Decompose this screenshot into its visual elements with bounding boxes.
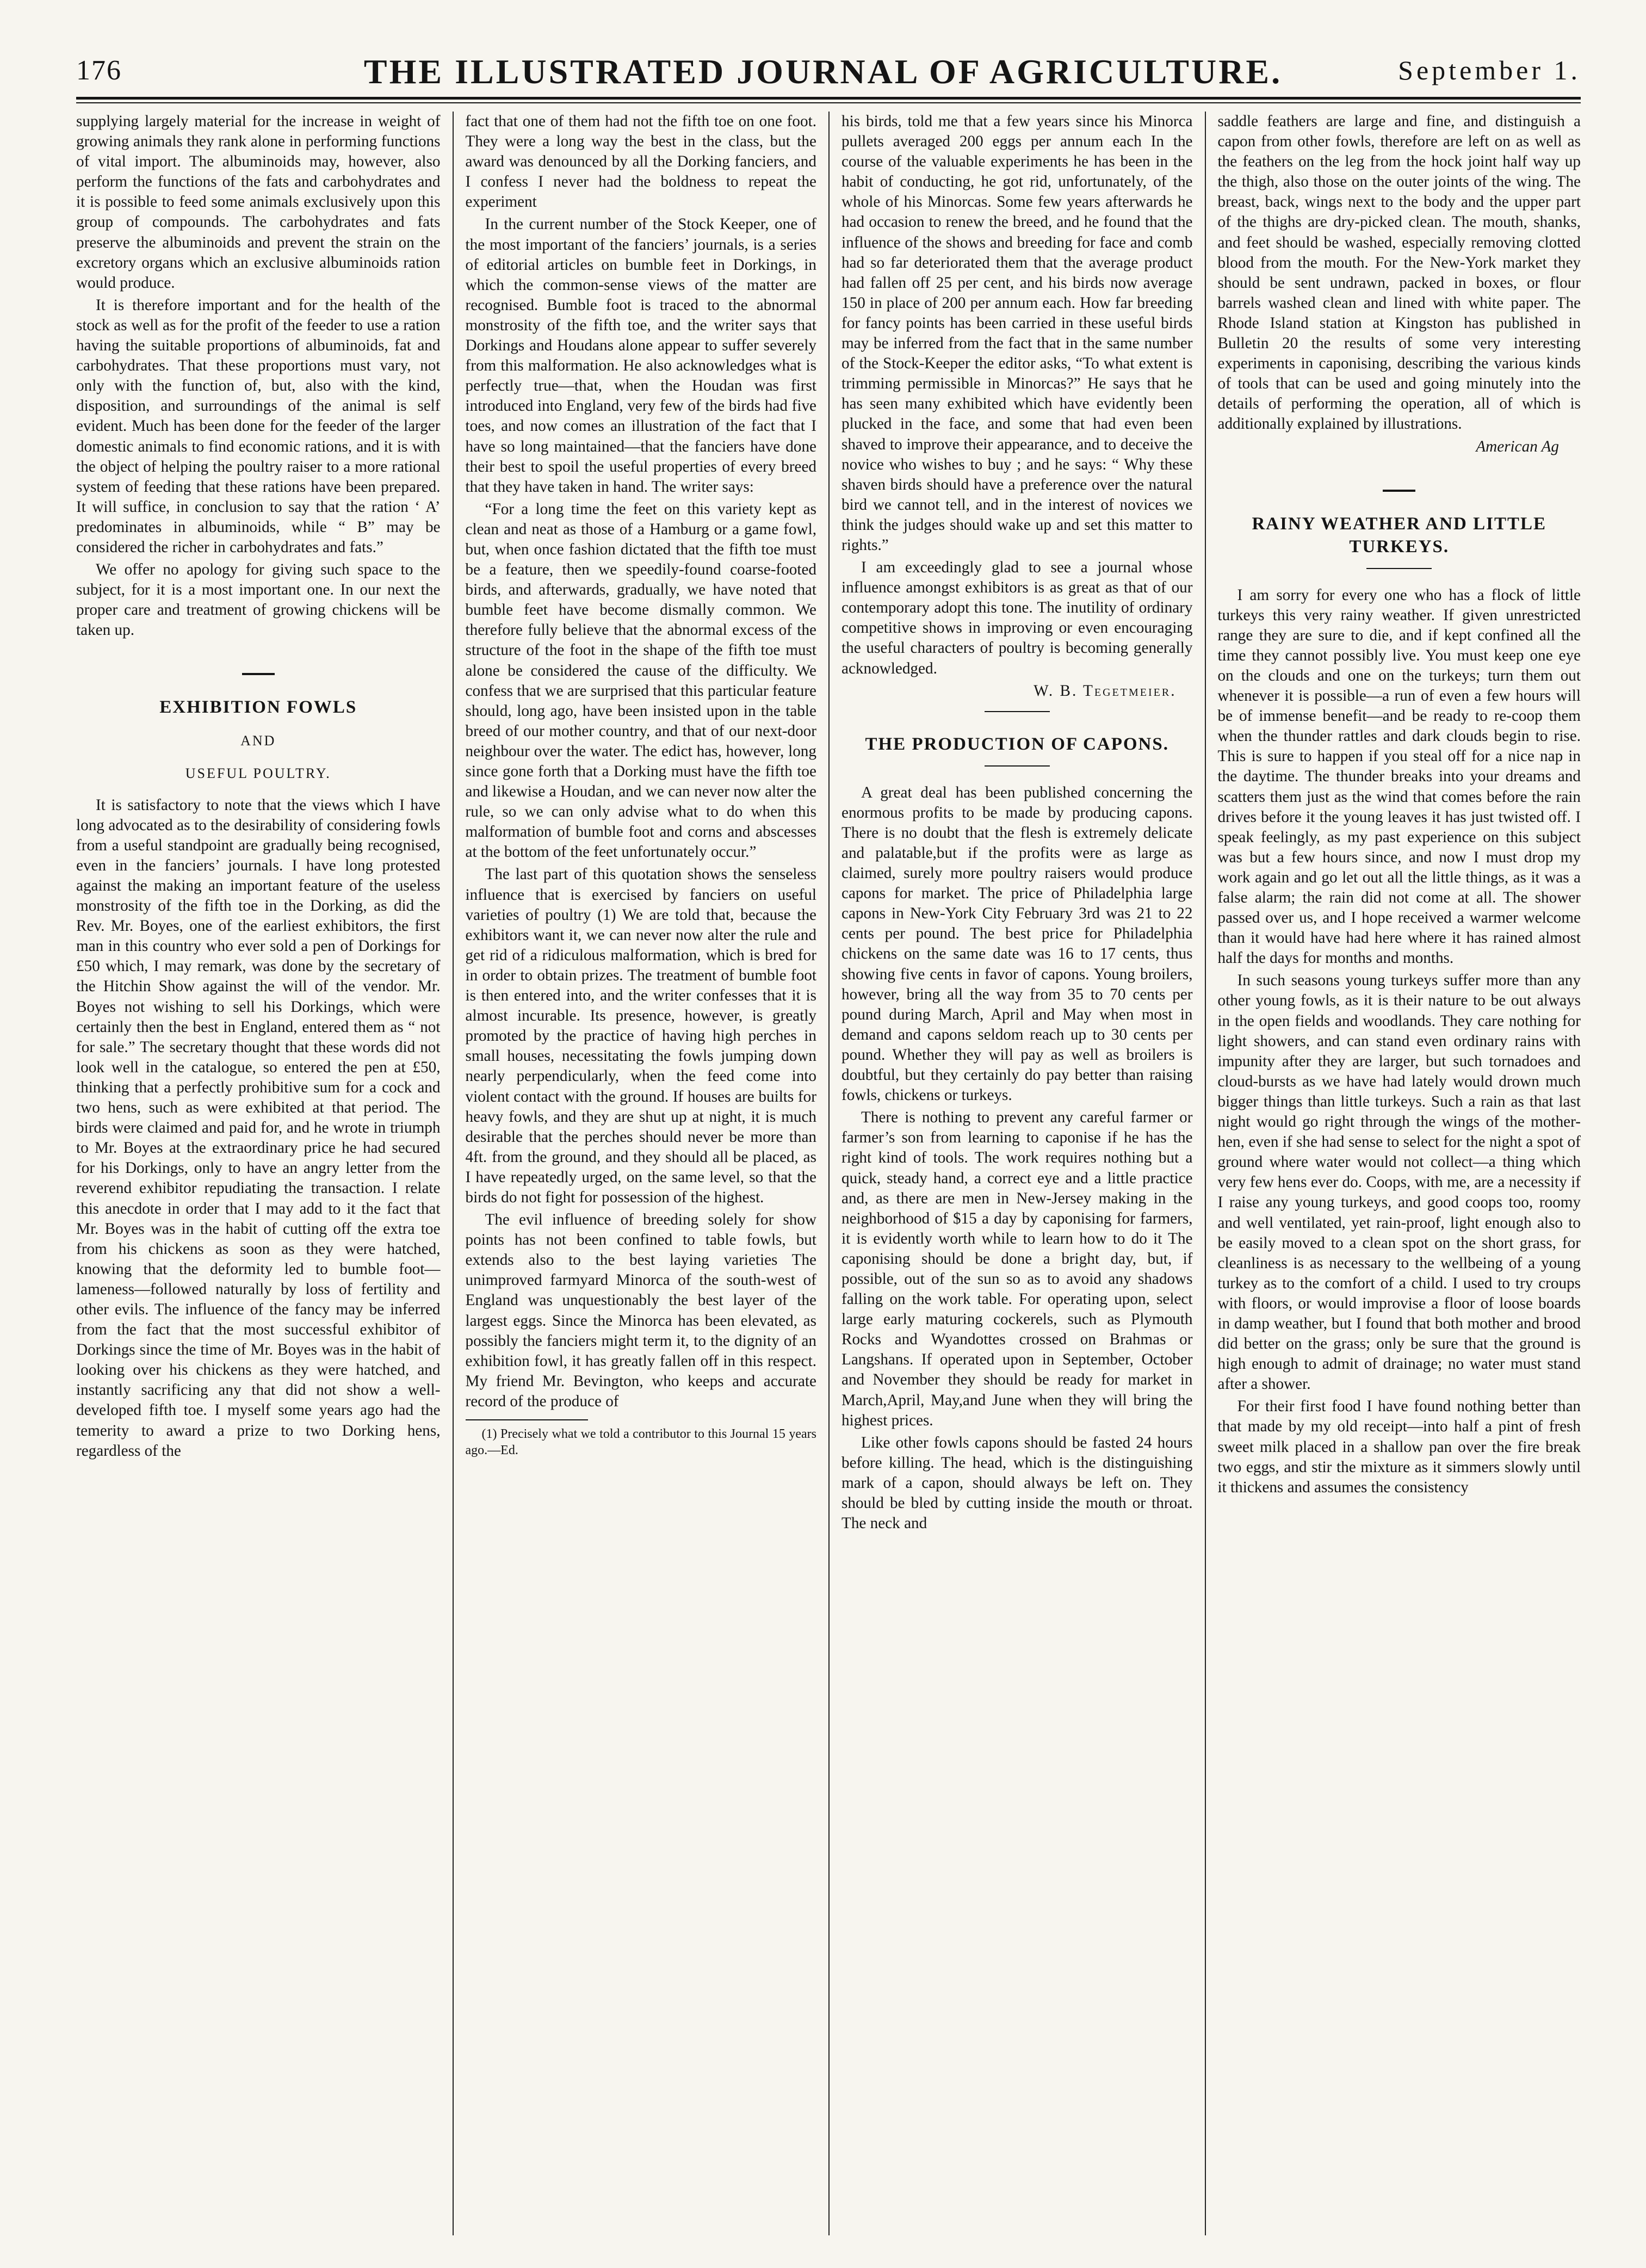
paragraph: It is satisfactory to note that the views which I have long advocated as to the desirability of considering fowls from a useful standpoint are gradually being recognised, even in the fanciers’ journals. I have long protested against the making an important feature of the useless monstrosity of the fifth toe in the Dorking, as did the Rev. Mr. Boyes, one of the earliest exhibitors, the first man in this country who ever sold a pen of Dorkings for £50 which, I may remark, was done by the secretary of the Hitchin Show against the will of the vendor. Mr. Boyes not wishing to sell his Dorkings, which were certainly then the best in England, entered them as “ not for sale.” The secretary thought that these words did not look well in the catalogue, so entered the pen at £50, thinking that a perfectly prohibitive sum for a cock and two hens, such as were exhibited at that period. The birds were claimed and paid for, and he wrote in triumph to Mr. Boyes at the extraordinary price he had secured for his Dorkings, only to have an angry letter from the reverend exhibitor repudiating the transaction. I relate this anecdote in order that I may add to it the fact that Mr. Boyes was in the habit of cutting off the extra toe from his chickens as soon as they were hatched, knowing that the deformity led to bumble foot—lameness—followed naturally by loss of fertility and other evils. The influence of the fancy may be inferred from the fact that the most successful exhibitor of Dorkings since the time of Mr. Boyes was in the habit of looking over his chickens as they were hatched, and instantly sacrificing any that did not show a well-developed fifth toe. I myself some years ago had the temerity to award a prize to two Dorking hens, regardless of the — [76, 796, 441, 1460]
paragraph: The evil influence of breeding solely for show points has not been confined to table fowls, but extends also to the best laying varieties The unimproved farmyard Minorca of the south-west of England was unquestionably the best layer of the largest eggs. Since the Minorca has been elevated, as possibly the fanciers might term it, to the dignity of an exhibition fowl, it has greatly fallen off in this respect. My friend Mr. Bevington, who keeps and accurate record of the produce of — [465, 1211, 816, 1410]
footnote: (1) Precisely what we told a contributor to this Journal 15 years ago.—Ed. — [465, 1427, 816, 1457]
paragraph: Like other fowls capons should be fasted 24 hours before killing. The head, which is the distinguishing mark of a capon, should always be left on. They should be bled by cutting inside the mouth or throat. The neck and — [841, 1433, 1193, 1532]
paragraph: It is therefore important and for the health of the stock as well as for the profit of the feeder to use a ration having the suitable proportions of albuminoids, fat and carbohydrates. That these proportions must vary, not only with the function of, but, also with the kind, disposition, and surroundings of the animal is self evident. Much has been done for the feeder of the larger domestic animals to find economic rations, and it is with the object of helping the poultry raiser to a more rational system of feeding that these rations have been prepared. It will suffice, in conclusion to say that the ration ‘ A’ predominates in albuminoids, while “ B” may be considered the richer in carbohydrates and fats.” — [76, 296, 441, 556]
paragraph: In such seasons young turkeys suffer more than any other young fowls, as it is their nature to be out always in the open fields and woodlands. They care nothing for light showers, and can stand even ordinary rains with impunity after they are larger, but such tornadoes and cloud-bursts as we have had lately would drown much bigger things than little turkeys. Such a rain as that last night would go right through the wings of the mother-hen, even if she had sense to select for the night a spot of ground where water would not collect—a thing which very few hens ever do. Coops, with me, are a necessity if I raise any young turkeys, and good coops too, roomy and well ventilated, yet rain-proof, light enough also to be easily moved to a clean spot on the short grass, for cleanliness is as necessary to the wellbeing of a young turkey as to the comfort of a child. I used to try croups with floors, or would improvise a floor of loose boards in damp weather, but I found that both mother and brood did better on the grass; only be sure that the ground is high enough to admit of drainage; no water must stand after a shower. — [1217, 972, 1581, 1393]
paragraph: fact that one of them had not the fifth toe on one foot. They were a long way the best in the class, but the award was denounced by all the Dorking fanciers, and I confess I never had the boldness to repeat the experiment — [465, 113, 816, 211]
divider — [1366, 568, 1432, 569]
text-column-3 — [828, 112, 1205, 2235]
journal-title: THE ILLUSTRATED JOURNAL OF AGRICULTURE. — [363, 52, 1283, 91]
section-ornament — [1383, 490, 1415, 492]
paragraph: A great deal has been published concerning the enormous profits to be made by producing capons. There is no doubt that the flesh is extremely delicate and palatable,but if the profits were as large as claimed, surely more poultry raisers would produce capons for market. The price of Philadelphia large capons in New-York City February 3rd was 21 to 22 cents per pound. The best price for Philadelphia chickens on the same date was 16 to 17 cents, thus showing five cents in favor of capons. Young broilers, however, bring all the way from 35 to 70 cents per pound during March, April and May when most in demand and capons seldom reach up to 30 cents per pound. Whether they will pay as well as broilers is doubtful, but they certainly do pay better than raising fowls, chickens or turkeys. — [841, 783, 1193, 1104]
paragraph: saddle feathers are large and fine, and distinguish a capon from other fowls, therefore are left on as well as the feathers on the leg from the hock joint half way up the thigh, also those on the outer joints of the wing. The breast, back, wings next to the body and the upper part of the thighs are dry-picked clean. The mouth, shanks, and feet should be washed, especially removing clotted blood from the mouth. For the New-York market they should be sent undrawn, packed in boxes, or flour barrels washed clean and lined with white paper. The Rhode Island station at Kingston has published in Bulletin 20 the results of some very interesting experiments in caponising, describing the various kinds of tools that can be used and going minutely into the details of performing the operation, all of which is additionally explained by illustrations. — [1217, 113, 1581, 433]
article-columns — [76, 112, 1581, 2235]
header-rule-thin — [76, 102, 1581, 103]
source-credit: American Ag — [1476, 437, 1559, 455]
paragraph: We offer no apology for giving such space to the subject, for it is a most important one. In our next the proper care and treatment of growing chickens will be taken up. — [76, 561, 441, 639]
article-subheading: USEFUL POULTRY. — [185, 765, 331, 781]
paragraph: I am exceedingly glad to see a journal whose influence amongst exhibitors is as great as that of our contemporary adopt this tone. The inutility of ordinary competitive shows in improving or even encouraging the useful characters of poultry is becoming generally acknowledged. — [841, 559, 1193, 677]
paragraph: supplying largely material for the increase in weight of growing animals they rank alone in performing functions of vital import. The albuminoids may, however, also perform the functions of the fats and carbohydrates and it is possible to feed some animals exclusively upon this group of compounds. The carbohydrates and fats preserve the albuminoids and prevent the strain on the excretory organs which an exclusive albuminoids ration would produce. — [76, 113, 441, 292]
author-signature: W. B. Tegetmeier. — [1034, 682, 1177, 700]
article-heading: RAINY WEATHER AND LITTLE TURKEYS. — [1252, 514, 1547, 557]
paragraph: There is nothing to prevent any careful farmer or farmer’s son from learning to caponise if he has the right kind of tools. The work requires nothing but a quick, steady hand, a correct eye and a little practice and, as there are men in New-Jersey making in the neighborhood of $15 a day by caponising for farmers, it is evidently worth while to learn how to do it The caponising should be done a bright day, but, if possible, out of the sun so as to avoid any shadows falling on the work table. For operating upon, select large early maturing cockerels, such as Plymouth Rocks and Wyandottes crossed on Brahmas or Langshans. If operated upon in September, October and November they should be ready for market in March,April, May,and June when they will bring the highest prices. — [841, 1109, 1193, 1429]
footnote-divider — [466, 1419, 589, 1420]
text-column-2 — [453, 112, 829, 2235]
article-heading: THE PRODUCTION OF CAPONS. — [865, 734, 1169, 754]
paragraph: “For a long time the feet on this variety kept as clean and neat as those of a Hamburg or a game fowl, but, when once fashion dictated that the fifth toe must be a feature, then we speedily-found coarse-footed birds, and afterwards, gradually, we have noted that bumble feet have become dismally common. We therefore fully believe that the abnormal excess of the structure of the foot in the shape of the fifth toe must alone be considered the cause of the difficulty. We confess that we are surprised that this particular feature should, long ago, have been insisted upon in the table breed of our mother country, and that of our next-door neighbour over the water. The edict has, however, long since gone forth that a Dorking must have the fifth toe and likewise a Houdan, and we can never now alter the rule, so we can only advise what to do when this malformation of bumble foot and corns and abscesses at the bottom of the feet unfortunately occur.” — [465, 500, 816, 861]
article-heading: EXHIBITION FOWLS — [159, 697, 357, 718]
paragraph: The last part of this quotation shows the senseless influence that is exercised by fanciers on useful varieties of poultry (1) We are told that, because the exhibitors want it, we can never now alter the rule and get rid of a ridiculous malformation, which is bred for in order to obtain prizes. The treatment of bumble foot is then entered into, and the writer confesses that it is almost incurable. Its presence, however, is greatly promoted by the practice of having high perches in small houses, necessitating the fowls jumping down nearly perpendicularly, when the feed come into violent contact with the ground. If houses are builts for heavy fowls, and they are shut up at night, it is much desirable that the perches should never be more than 4ft. from the ground, and they should all be placed, as I have repeatedly urged, on the same level, so that the birds do not fight for possession of the highest. — [465, 866, 816, 1206]
text-column-1 — [76, 112, 453, 2235]
header-rule — [76, 97, 1581, 100]
text-column-4 — [1205, 112, 1581, 2235]
page-number: 176 — [76, 55, 122, 86]
section-ornament — [242, 673, 275, 675]
paragraph: In the current number of the Stock Keeper, one of the most important of the fanciers’ journals, is a series of editorial articles on bumble feet in Dorkings, in which the common-sense views of the matter are recognised. Bumble foot is traced to the abnormal monstrosity of the fifth toe, and the writer says that Dorkings and Houdans alone appear to suffer severely from this malformation. He also acknowledges what is perfectly true—that, when the Houdan was first introduced into England, very few of the birds had five toes, and now comes an illustration of the fact that I have so long maintained—that the fanciers have done their best to spoil the useful properties of every breed that they have taken in hand. The writer says: — [465, 215, 816, 496]
paragraph: For their first food I have found nothing better than that made by my old receipt—into half a pint of fresh sweet milk placed in a shallow pan over the fire break two eggs, and stir the mixture as it simmers slowly until it thickens and assumes the consistency — [1217, 1398, 1581, 1496]
paragraph: I am sorry for every one who has a flock of little turkeys this very rainy weather. If given unrestricted range they are sure to die, and if kept confined all the time they cannot possibly live. You must keep one eye on the clouds and one on the turkeys; turn them out whenever it is possible—a run of even a few hours will be of immense benefit—and be ready to re-coop them when the thunder rattles and dark clouds begin to rise. This is sure to happen if you steal off for a nice nap in the daytime. The thunder breaks into your dreams and scatters them just as the wind that comes before the rain drives before it the young leaves it has just twisted off. I speak feelingly, as my past experience on this subject was but a few hours since, and now I must drop my work again and go let out all the little things, as it was a false alarm; the rain did not come at all. The shower passed over us, and I hope received a warmer welcome than it would have had here where it has rained almost half the days for months and months. — [1217, 586, 1581, 967]
divider — [985, 765, 1050, 767]
divider — [985, 711, 1050, 712]
paragraph: his birds, told me that a few years since his Minorca pullets averaged 200 eggs per annum each In the course of the valuable experiments he has been in the habit of conducting, he got rid, unfortunately, of the whole of his Minorcas. Some few years afterwards he had occasion to renew the breed, and he found that the influence of the shows and breeding for face and comb had so far deteriorated them that the average product had fallen off 25 per cent, and his birds now average 150 in place of 200 per annum each. How far breeding for fancy points has been carried in these useful birds may be inferred from the fact that in the same number of the Stock-Keeper the editor asks, “To what extent is trimming permissible in Minorcas?” He says that he has seen many exhibited which have evidently been plucked in the face, and some that had even been shaved to improve their appearance, and to deceive the novice who wishes to buy ; and he says: “ Why these shaven birds should have a preference over the natural bird we cannot tell, and in the interest of novices we think the judges should wake up and set this matter to rights.” — [841, 113, 1193, 554]
issue-date: September 1. — [1398, 55, 1581, 85]
article-subheading: AND — [240, 733, 276, 749]
